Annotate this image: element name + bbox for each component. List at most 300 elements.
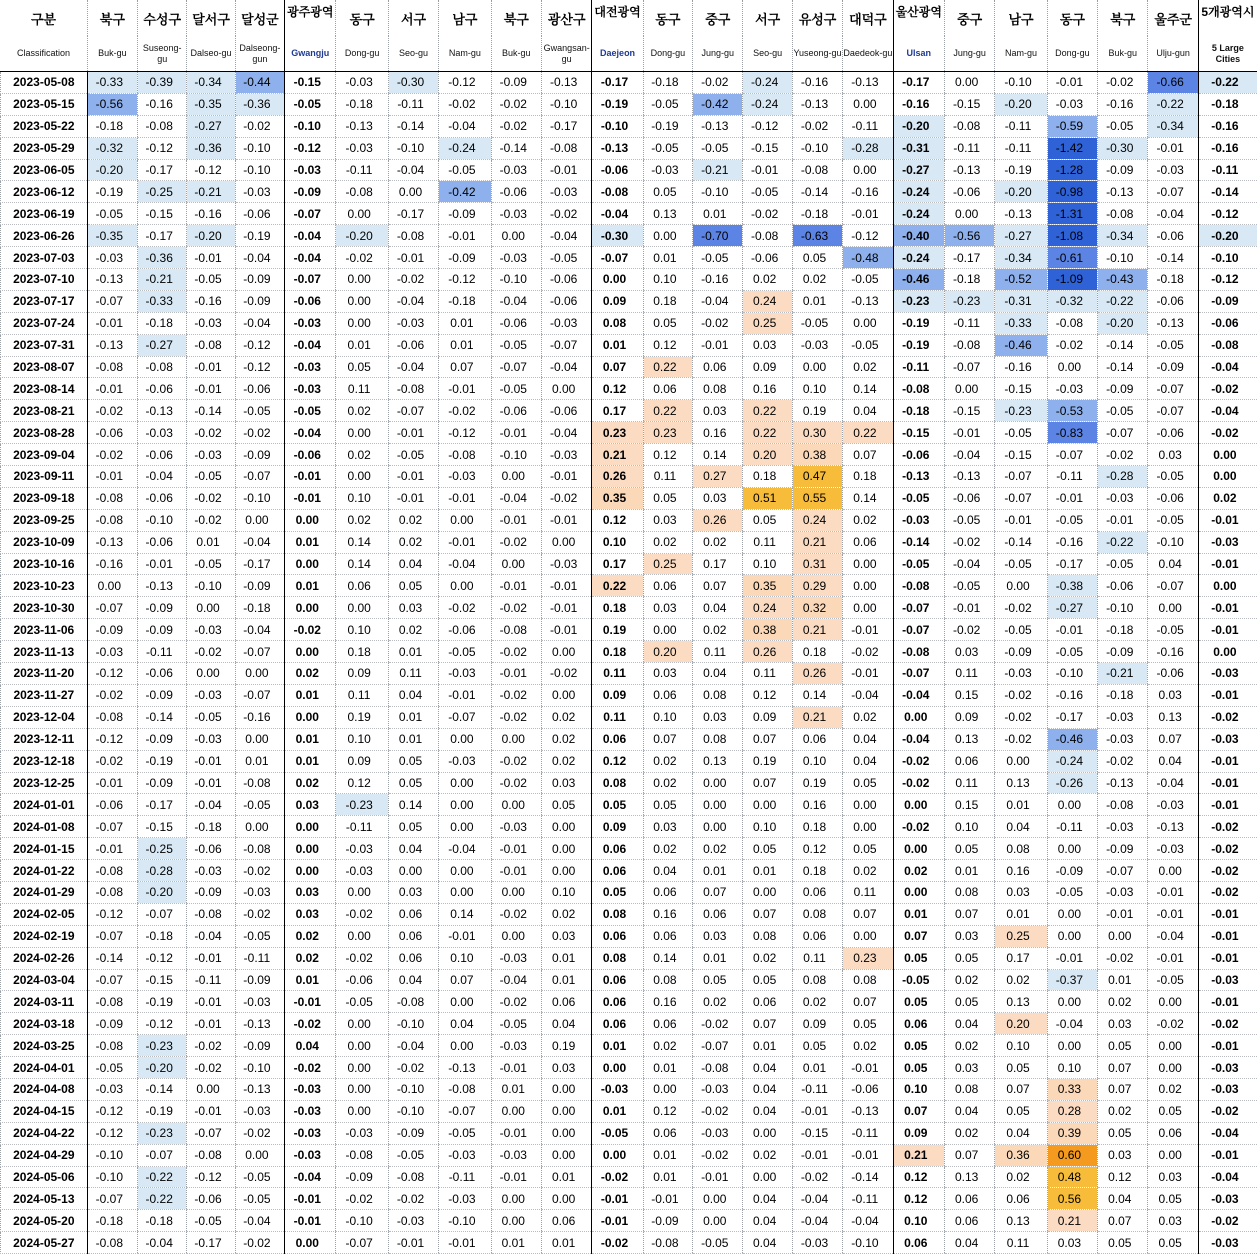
table-cell: 0.14: [439, 903, 491, 925]
table-cell: 0.06: [643, 1122, 692, 1144]
table-row: [1, 181, 1257, 203]
table-cell: -0.11: [1047, 466, 1097, 488]
table-cell: -0.83: [1047, 422, 1097, 444]
table-cell: 0.02: [643, 838, 692, 860]
table-cell: -0.03: [336, 1122, 388, 1144]
table-cell: 0.10: [336, 619, 388, 641]
table-cell: 0.02: [388, 509, 438, 531]
table-cell: -0.03: [336, 860, 388, 882]
table-cell: 0.03: [1148, 1210, 1198, 1232]
row-date: 2024-01-08: [1, 816, 88, 838]
table-cell: -0.03: [1047, 93, 1097, 115]
row-date: 2024-02-26: [1, 947, 88, 969]
table-cell: -0.04: [388, 356, 438, 378]
table-cell: 0.02: [944, 1035, 994, 1057]
row-date: 2024-05-06: [1, 1166, 88, 1188]
table-cell: -0.06: [336, 969, 388, 991]
table-cell: -0.01: [542, 509, 592, 531]
table-cell: -0.02: [995, 706, 1047, 728]
table-cell: -0.06: [491, 312, 541, 334]
table-cell: 0.06: [743, 991, 792, 1013]
table-cell: 0.16: [643, 991, 692, 1013]
table-cell: 0.03: [944, 641, 994, 663]
table-cell: 0.00: [1148, 991, 1198, 1013]
table-cell: -0.05: [643, 93, 692, 115]
table-cell: -0.01: [285, 1188, 336, 1210]
table-cell: -0.13: [439, 1057, 491, 1079]
table-cell: -0.08: [893, 378, 944, 400]
table-cell: 0.19: [542, 1035, 592, 1057]
column-header: Daedeok-gu: [843, 36, 893, 72]
table-cell: -0.02: [1198, 378, 1257, 400]
table-cell: -0.08: [388, 991, 438, 1013]
table-row: [1, 312, 1257, 334]
table-cell: -0.05: [995, 422, 1047, 444]
table-cell: -0.25: [138, 181, 187, 203]
table-cell: -0.17: [944, 247, 994, 269]
table-cell: -0.15: [995, 444, 1047, 466]
table-cell: -0.02: [336, 903, 388, 925]
table-cell: -0.27: [187, 115, 235, 137]
table-cell: 0.10: [944, 816, 994, 838]
table-cell: -0.02: [285, 1013, 336, 1035]
table-cell: 0.20: [643, 641, 692, 663]
table-row: [1, 115, 1257, 137]
table-cell: -0.02: [491, 991, 541, 1013]
table-cell: -0.05: [1098, 400, 1148, 422]
table-cell: -0.16: [1198, 115, 1257, 137]
column-header: Nam-gu: [995, 36, 1047, 72]
table-cell: -0.44: [235, 72, 284, 94]
table-cell: -0.14: [1098, 334, 1148, 356]
table-cell: -0.05: [439, 159, 491, 181]
table-cell: -0.08: [1047, 312, 1097, 334]
table-cell: -0.07: [893, 597, 944, 619]
table-cell: -0.03: [491, 1144, 541, 1166]
table-cell: 0.08: [944, 1078, 994, 1100]
table-cell: 0.01: [542, 969, 592, 991]
table-cell: 0.07: [843, 903, 893, 925]
table-cell: -0.18: [1098, 619, 1148, 641]
table-cell: -0.20: [87, 159, 137, 181]
table-cell: -0.08: [439, 444, 491, 466]
table-cell: -0.08: [187, 334, 235, 356]
column-header: 달서구: [187, 0, 235, 36]
table-cell: -0.13: [843, 290, 893, 312]
table-cell: 0.03: [285, 881, 336, 903]
table-cell: -0.14: [187, 400, 235, 422]
table-cell: 0.14: [336, 553, 388, 575]
table-cell: 0.27: [693, 466, 743, 488]
table-cell: 0.01: [592, 334, 643, 356]
table-cell: 0.06: [792, 881, 842, 903]
table-cell: 0.00: [491, 1210, 541, 1232]
table-cell: 0.00: [542, 1144, 592, 1166]
table-cell: -0.12: [285, 137, 336, 159]
table-cell: 0.00: [893, 838, 944, 860]
table-cell: -0.07: [87, 925, 137, 947]
table-cell: -0.10: [388, 1078, 438, 1100]
table-cell: 0.02: [285, 663, 336, 685]
table-cell: 0.08: [843, 969, 893, 991]
column-header: 광산구: [542, 0, 592, 36]
table-cell: 0.09: [336, 663, 388, 685]
table-cell: -0.13: [542, 72, 592, 94]
table-cell: -0.04: [1148, 925, 1198, 947]
table-cell: -0.02: [1198, 860, 1257, 882]
table-cell: 0.06: [643, 684, 692, 706]
table-cell: -0.09: [138, 772, 187, 794]
table-cell: 0.11: [643, 466, 692, 488]
table-cell: -0.12: [87, 1122, 137, 1144]
table-cell: 0.00: [843, 553, 893, 575]
row-date: 2023-09-11: [1, 466, 88, 488]
table-cell: -0.12: [187, 1166, 235, 1188]
table-cell: -0.56: [944, 225, 994, 247]
table-cell: 0.11: [792, 947, 842, 969]
table-cell: -0.20: [995, 93, 1047, 115]
table-cell: 0.00: [285, 860, 336, 882]
table-cell: 0.03: [285, 903, 336, 925]
table-cell: -0.03: [388, 1210, 438, 1232]
table-cell: 0.00: [336, 1057, 388, 1079]
table-cell: 0.04: [693, 597, 743, 619]
table-cell: -0.16: [693, 269, 743, 291]
table-cell: -0.01: [187, 947, 235, 969]
table-cell: -0.11: [944, 137, 994, 159]
table-cell: 0.09: [893, 1122, 944, 1144]
table-cell: -0.53: [1047, 400, 1097, 422]
table-cell: -0.06: [285, 290, 336, 312]
table-row: [1, 772, 1257, 794]
table-cell: 0.07: [995, 1078, 1047, 1100]
table-cell: 0.03: [542, 772, 592, 794]
table-cell: 0.09: [743, 706, 792, 728]
table-cell: -0.03: [285, 1122, 336, 1144]
table-cell: 0.07: [643, 728, 692, 750]
table-cell: -0.02: [693, 1100, 743, 1122]
table-cell: -0.02: [235, 860, 284, 882]
table-cell: -0.16: [235, 706, 284, 728]
table-cell: -0.01: [1198, 750, 1257, 772]
table-cell: 0.05: [743, 509, 792, 531]
table-cell: -0.19: [87, 181, 137, 203]
table-cell: 0.06: [592, 728, 643, 750]
table-cell: 0.00: [1148, 860, 1198, 882]
table-cell: 0.08: [693, 684, 743, 706]
table-cell: 0.00: [1047, 356, 1097, 378]
table-cell: 0.26: [592, 466, 643, 488]
row-date: 2023-10-23: [1, 575, 88, 597]
table-cell: 0.17: [592, 553, 643, 575]
table-cell: 0.00: [491, 925, 541, 947]
table-cell: -0.04: [491, 969, 541, 991]
table-cell: -0.03: [491, 247, 541, 269]
table-cell: -0.08: [87, 991, 137, 1013]
table-cell: 0.07: [843, 444, 893, 466]
table-cell: 0.00: [1198, 466, 1257, 488]
table-cell: 0.10: [743, 816, 792, 838]
table-cell: 0.05: [995, 1057, 1047, 1079]
table-cell: -0.14: [138, 706, 187, 728]
table-cell: 0.18: [336, 641, 388, 663]
table-cell: 0.02: [944, 969, 994, 991]
table-cell: 0.05: [1098, 1232, 1148, 1254]
table-cell: 0.00: [491, 881, 541, 903]
table-cell: 0.12: [792, 838, 842, 860]
table-cell: -0.61: [1047, 247, 1097, 269]
table-cell: -0.10: [592, 115, 643, 137]
table-cell: -0.01: [491, 422, 541, 444]
table-cell: -0.02: [893, 772, 944, 794]
column-header: 5 Large Cities: [1198, 36, 1257, 72]
table-cell: -0.06: [138, 378, 187, 400]
table-cell: -0.10: [388, 1100, 438, 1122]
table-cell: -0.13: [235, 1078, 284, 1100]
table-cell: 0.16: [693, 422, 743, 444]
table-cell: 0.00: [1148, 597, 1198, 619]
table-cell: -0.02: [1198, 1013, 1257, 1035]
table-cell: -0.08: [87, 509, 137, 531]
table-cell: 0.01: [743, 1035, 792, 1057]
table-cell: -0.02: [944, 619, 994, 641]
table-cell: 0.00: [439, 1035, 491, 1057]
row-date: 2024-03-25: [1, 1035, 88, 1057]
table-cell: 0.05: [1098, 1035, 1148, 1057]
table-cell: 0.05: [1148, 1100, 1198, 1122]
table-cell: -0.07: [87, 290, 137, 312]
table-cell: -0.03: [439, 750, 491, 772]
table-cell: -0.20: [138, 881, 187, 903]
table-cell: 0.02: [1198, 487, 1257, 509]
column-header: Gwangsan-gu: [542, 36, 592, 72]
column-header: 달성군: [235, 0, 284, 36]
table-cell: -1.09: [1047, 269, 1097, 291]
table-cell: -0.04: [592, 203, 643, 225]
table-cell: -0.04: [187, 925, 235, 947]
table-row: [1, 334, 1257, 356]
table-cell: 0.11: [944, 772, 994, 794]
table-cell: -0.04: [235, 312, 284, 334]
table-cell: 0.03: [643, 597, 692, 619]
column-header: Suseong-gu: [138, 36, 187, 72]
table-cell: -0.19: [643, 115, 692, 137]
table-cell: -0.03: [187, 312, 235, 334]
column-header: 서구: [743, 0, 792, 36]
table-cell: -0.04: [285, 422, 336, 444]
table-cell: -0.12: [235, 334, 284, 356]
table-cell: 0.05: [843, 838, 893, 860]
table-cell: -0.11: [1198, 159, 1257, 181]
table-cell: -0.14: [1098, 356, 1148, 378]
table-cell: -0.13: [235, 1013, 284, 1035]
table-cell: 0.23: [643, 422, 692, 444]
table-cell: 0.12: [592, 378, 643, 400]
table-cell: -0.03: [285, 378, 336, 400]
table-cell: -0.09: [1098, 641, 1148, 663]
table-cell: 0.14: [843, 378, 893, 400]
row-date: 2024-04-08: [1, 1078, 88, 1100]
table-cell: 0.00: [643, 225, 692, 247]
table-cell: -0.01: [491, 1166, 541, 1188]
table-cell: -0.09: [138, 684, 187, 706]
table-cell: -0.12: [87, 1100, 137, 1122]
table-cell: -0.22: [138, 1188, 187, 1210]
table-cell: -0.06: [491, 181, 541, 203]
table-cell: 0.06: [592, 991, 643, 1013]
classification-header: 구분: [1, 0, 88, 36]
table-cell: 0.00: [843, 816, 893, 838]
table-cell: -0.01: [592, 1188, 643, 1210]
table-cell: -0.06: [187, 838, 235, 860]
table-cell: 0.04: [743, 1057, 792, 1079]
table-cell: -0.11: [995, 137, 1047, 159]
table-row: [1, 684, 1257, 706]
table-cell: 0.06: [643, 378, 692, 400]
table-cell: -0.05: [792, 312, 842, 334]
table-cell: -0.27: [995, 225, 1047, 247]
table-cell: -0.05: [944, 575, 994, 597]
table-cell: -0.03: [388, 312, 438, 334]
table-cell: -0.46: [1047, 728, 1097, 750]
table-cell: -0.01: [1198, 553, 1257, 575]
table-cell: -0.15: [138, 969, 187, 991]
table-cell: -0.03: [1098, 706, 1148, 728]
table-cell: 0.06: [944, 750, 994, 772]
table-cell: -0.02: [1198, 838, 1257, 860]
table-cell: -0.98: [1047, 181, 1097, 203]
table-cell: 0.23: [843, 947, 893, 969]
table-cell: 0.02: [743, 947, 792, 969]
table-cell: -0.02: [1198, 1100, 1257, 1122]
table-cell: -0.09: [1148, 356, 1198, 378]
table-cell: -0.18: [138, 1210, 187, 1232]
table-cell: -0.34: [995, 247, 1047, 269]
table-cell: 0.14: [792, 684, 842, 706]
table-cell: -0.06: [1148, 290, 1198, 312]
column-header: 남구: [995, 0, 1047, 36]
table-cell: -0.10: [336, 1210, 388, 1232]
column-header: Gwangju: [285, 36, 336, 72]
table-cell: -0.01: [187, 991, 235, 1013]
table-cell: -0.02: [491, 903, 541, 925]
table-cell: -0.06: [843, 1078, 893, 1100]
table-cell: -0.19: [893, 334, 944, 356]
table-cell: 0.06: [944, 1210, 994, 1232]
table-cell: 0.02: [995, 969, 1047, 991]
table-cell: -0.15: [285, 72, 336, 94]
table-cell: -0.01: [542, 575, 592, 597]
column-header: Dong-gu: [643, 36, 692, 72]
table-cell: -0.22: [1198, 72, 1257, 94]
table-cell: -0.01: [1148, 947, 1198, 969]
table-cell: 0.07: [1098, 1057, 1148, 1079]
table-cell: 0.00: [187, 663, 235, 685]
table-cell: -0.01: [1047, 72, 1097, 94]
table-cell: -0.03: [87, 641, 137, 663]
table-cell: 0.01: [792, 1057, 842, 1079]
table-row: [1, 728, 1257, 750]
table-cell: 0.12: [336, 772, 388, 794]
table-cell: -0.01: [388, 247, 438, 269]
column-header: 중구: [944, 0, 994, 36]
table-cell: -0.01: [1198, 772, 1257, 794]
table-cell: -0.01: [187, 378, 235, 400]
table-cell: 0.10: [792, 750, 842, 772]
table-cell: -0.16: [187, 203, 235, 225]
table-cell: -0.07: [995, 466, 1047, 488]
table-cell: -0.42: [693, 93, 743, 115]
table-cell: -0.08: [592, 181, 643, 203]
table-row: [1, 422, 1257, 444]
table-cell: 0.00: [439, 991, 491, 1013]
table-cell: -0.03: [87, 247, 137, 269]
table-cell: 0.00: [336, 1035, 388, 1057]
table-cell: 0.00: [643, 619, 692, 641]
table-cell: -0.02: [491, 93, 541, 115]
table-cell: 0.00: [1198, 641, 1257, 663]
table-cell: -0.07: [187, 1122, 235, 1144]
table-cell: -0.59: [1047, 115, 1097, 137]
table-cell: 0.03: [693, 706, 743, 728]
table-cell: 0.00: [843, 93, 893, 115]
table-cell: 0.00: [336, 290, 388, 312]
row-date: 2023-07-10: [1, 269, 88, 291]
table-cell: -0.01: [843, 1144, 893, 1166]
table-cell: 0.19: [792, 772, 842, 794]
table-cell: 0.25: [743, 312, 792, 334]
table-cell: 0.24: [792, 509, 842, 531]
table-cell: -0.13: [843, 72, 893, 94]
table-cell: 0.00: [336, 1100, 388, 1122]
table-row: [1, 816, 1257, 838]
table-cell: 0.02: [643, 750, 692, 772]
table-cell: 0.01: [643, 1057, 692, 1079]
table-row: [1, 1144, 1257, 1166]
table-cell: 0.09: [592, 290, 643, 312]
table-cell: 0.02: [1098, 1100, 1148, 1122]
table-cell: -0.02: [187, 1035, 235, 1057]
table-cell: -0.05: [1148, 969, 1198, 991]
table-cell: 0.12: [643, 444, 692, 466]
table-cell: 0.00: [285, 706, 336, 728]
table-cell: -0.11: [138, 641, 187, 663]
row-date: 2024-04-29: [1, 1144, 88, 1166]
table-cell: 0.07: [843, 991, 893, 1013]
table-cell: -0.01: [792, 1144, 842, 1166]
table-row: [1, 991, 1257, 1013]
table-cell: -0.07: [1148, 181, 1198, 203]
table-cell: -0.03: [542, 553, 592, 575]
table-cell: 0.00: [491, 466, 541, 488]
table-cell: -0.07: [1098, 860, 1148, 882]
column-header: Dalseo-gu: [187, 36, 235, 72]
table-cell: 0.01: [336, 334, 388, 356]
table-cell: -0.34: [1098, 225, 1148, 247]
table-cell: -0.01: [187, 772, 235, 794]
table-cell: 0.00: [285, 597, 336, 619]
table-cell: -0.13: [592, 137, 643, 159]
table-cell: -0.02: [1098, 72, 1148, 94]
table-cell: -0.04: [388, 159, 438, 181]
table-cell: -0.13: [843, 1100, 893, 1122]
table-cell: -0.20: [893, 115, 944, 137]
table-cell: -0.02: [187, 487, 235, 509]
row-date: 2023-06-26: [1, 225, 88, 247]
table-cell: -0.24: [893, 203, 944, 225]
table-cell: 0.08: [743, 925, 792, 947]
table-cell: 0.12: [893, 1166, 944, 1188]
